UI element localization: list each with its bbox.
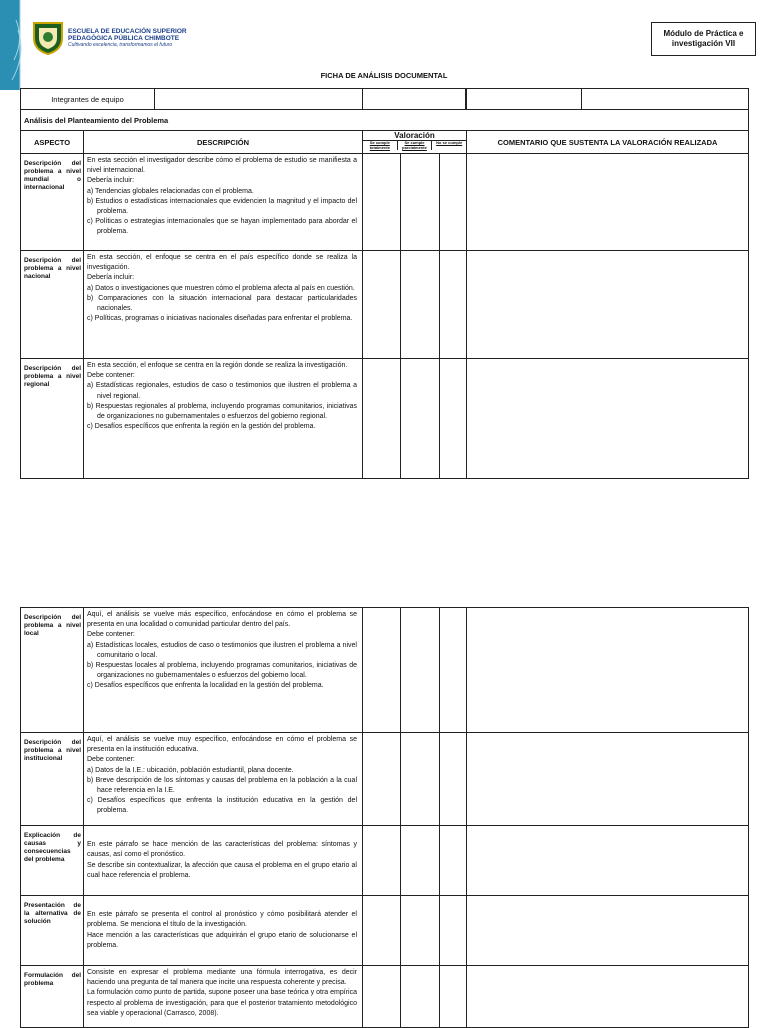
description-cell [84,251,363,359]
val-partial-label: Se cumple parcialmente [397,141,433,150]
description-cell [84,608,363,733]
module-line2: investigación VII [671,39,736,48]
aspect-cell: Formulación del problema [21,966,84,1028]
col-aspect: ASPECTO [21,131,84,154]
val-none-cell[interactable] [440,608,467,733]
description-item: c) Desafíos específicos que enfrenta la localidad en la gestión del problema. [87,682,324,690]
val-total-label: Se cumple totalmente [369,140,390,150]
team-row [21,89,749,110]
description-cell [84,896,363,966]
analysis-table-page2 [20,607,749,1028]
description-item: a) Datos de la I.E.: ubicación, población estudiantil, plana docente. [87,766,294,774]
comment-cell[interactable] [467,826,749,896]
comment-cell[interactable] [467,966,749,1028]
description-lead: Debe contener: [87,372,135,380]
val-none-cell[interactable] [440,826,467,896]
description-cell [84,359,363,479]
val-none-cell[interactable] [440,896,467,966]
description-cell [84,733,363,826]
comment-cell[interactable] [467,359,749,479]
val-total-cell[interactable] [363,359,401,479]
val-none-cell[interactable] [440,733,467,826]
val-partial-cell[interactable] [401,608,440,733]
description-list [87,766,357,817]
aspect-cell: Presentación de la alternativa de solución [21,896,84,966]
description-lead: La formulación como punto de partida, supone poseer una base teórica y otra empírica respecto al problema de investigación, para que el posterior tratamiento metodológico sea viable y operacional (Carrasco, 2008). [87,989,357,1017]
description-item: a) Datos o investigaciones que muestren cómo el problema afecta al país en cuestión. [87,284,355,292]
description-item: b) Comparaciones con la situación internacional para destacar particularidades nacionales. [87,294,357,313]
val-none-cell[interactable] [440,154,467,251]
table-row [21,966,749,1028]
col-valoracion [363,131,467,154]
school-name-line1: ESCUELA DE EDUCACIÓN SUPERIOR [68,28,187,35]
team-member-cell[interactable] [582,89,748,109]
col-description: DESCRIPCIÓN [84,131,363,154]
description-intro: Aquí, el análisis se vuelve más específico, enfocándose en cómo el problema se presenta en una localidad o comunidad particular dentro del país. [87,611,357,629]
description-cell [84,966,363,1028]
team-member-cell[interactable] [467,89,582,109]
description-intro: Consiste en expresar el problema mediante una fórmula interrogativa, es decir haciendo una pregunta de tal manera que incite una respuesta coherente y precisa. [87,969,357,987]
description-item: b) Estudios o estadísticas internacionales que evidencien la magnitud y el impacto del problema. [87,197,357,216]
school-name-line2: PEDAGÓGICA PÚBLICA CHIMBOTE [68,35,180,42]
comment-cell[interactable] [467,608,749,733]
val-partial-cell[interactable] [401,154,440,251]
val-partial-cell[interactable] [401,826,440,896]
table-row [21,826,749,896]
val-total-cell[interactable] [363,896,401,966]
description-item: a) Estadísticas regionales, estudios de caso o testimonios que ilustren el problema a nivel regional. [87,382,357,400]
table-row [21,733,749,826]
module-line1: Módulo de Práctica e [663,29,744,38]
team-member-cell[interactable] [155,89,362,109]
table-row [21,608,749,733]
val-total-cell[interactable] [363,966,401,1028]
module-box [651,22,756,56]
section-title: Análisis del Planteamiento del Problema [21,110,749,131]
aspect-cell: Explicación de causas y consecuencias del problema [21,826,84,896]
school-name [68,28,187,42]
val-partial-cell[interactable] [401,251,440,359]
school-logo [32,20,187,56]
analysis-table-page1 [20,88,749,479]
description-lead: Debe contener: [87,631,135,639]
description-intro: En esta sección, el enfoque se centra en la región donde se realiza la investigación. [87,362,348,369]
table-header-row [21,131,749,154]
aspect-cell: Descripción del problema a nivel mundial o internacional [21,154,84,251]
val-total-cell[interactable] [363,826,401,896]
val-total-cell[interactable] [363,608,401,733]
description-item: c) Desafíos específicos que enfrenta la institución educativa en la gestión del problema. [87,797,357,815]
valoracion-label: Valoración [363,131,466,141]
description-lead: Debería incluir: [87,177,135,185]
description-lead: Debe contener: [87,756,135,764]
table-row [21,896,749,966]
description-lead: Debería incluir: [87,274,135,282]
val-partial-cell[interactable] [401,966,440,1028]
description-intro: En esta sección, el enfoque se centra en el país específico donde se realiza la investigación. [87,254,357,272]
val-partial-cell[interactable] [401,359,440,479]
aspect-cell: Descripción del problema a nivel nacional [21,251,84,359]
description-item: b) Breve descripción de los síntomas y causas del problema en la población a la cual hace referencia en la I.E. [87,776,357,795]
aspect-cell: Descripción del problema a nivel regional [21,359,84,479]
description-item: b) Respuestas locales al problema, incluyendo programas comunitarios, iniciativas de organizaciones no gubernamentales o esfuerzos del gobierno local. [87,662,357,680]
val-partial-cell[interactable] [401,733,440,826]
description-item: c) Desafíos específicos que enfrenta la región en la gestión del problema. [87,423,316,431]
description-cell [84,826,363,896]
val-none-cell[interactable] [440,966,467,1028]
aspect-cell: Descripción del problema a nivel local [21,608,84,733]
val-total-cell[interactable] [363,154,401,251]
val-total-cell[interactable] [363,733,401,826]
table-row [21,359,749,479]
description-intro: En esta sección el investigador describe cómo el problema de estudio se manifiesta a nivel internacional. [87,157,357,175]
comment-cell[interactable] [467,733,749,826]
comment-cell[interactable] [467,251,749,359]
description-list [87,381,357,432]
document-title: FICHA DE ANÁLISIS DOCUMENTAL [320,71,448,80]
description-lead: Se describe sin contextualizar, la afección que causa el problema en el grupo etario al cual hace referencia el problema. [87,861,357,879]
description-lead: Hace mención a las características que adquirirán el grupo etario de solucionarse el problema. [87,931,357,949]
description-item: c) Políticas, programas o iniciativas nacionales diseñadas para enfrentar el problema. [87,315,353,323]
aspect-cell: Descripción del problema a nivel institucional [21,733,84,826]
val-partial-cell[interactable] [401,896,440,966]
val-none-cell[interactable] [440,359,467,479]
description-item: a) Estadísticas locales, estudios de caso o testimonios que ilustren el problema a nivel comunitario o local. [87,641,357,659]
description-list [87,284,357,325]
description-list [87,641,357,692]
table-row [21,251,749,359]
val-total-cell[interactable] [363,251,401,359]
description-cell [84,154,363,251]
comment-cell[interactable] [467,154,749,251]
val-none-cell[interactable] [440,251,467,359]
description-item: a) Tendencias globales relacionadas con el problema. [87,187,254,195]
description-intro: En este párrafo se presenta el control al pronóstico y cómo posibilitará atender el problema. Se menciona el título de la investigación. [87,911,357,929]
description-item: b) Respuestas regionales al problema, incluyendo programas comunitarios, iniciativas de organizaciones no gubernamentales o esfuerzos del gobierno regional. [87,402,357,421]
val-none-label: No se cumple [436,140,463,145]
description-list [87,187,357,238]
table-row [21,154,749,251]
school-motto: Cultivando excelencia, transformamos el futuro [68,42,173,48]
col-comment: COMENTARIO QUE SUSTENTA LA VALORACIÓN REALIZADA [467,131,749,154]
comment-cell[interactable] [467,896,749,966]
description-intro: En este párrafo se hace mención de las características del problema: síntomas y causas, así como el pronóstico. [87,841,357,859]
description-item: c) Políticas o estrategias internacionales que se hayan implementado para abordar el problema. [87,218,357,236]
school-shield-icon [32,20,64,56]
team-member-cell[interactable] [363,89,466,109]
description-intro: Aquí, el análisis se vuelve muy específico, enfocándose en cómo el problema se presenta en la institución educativa. [87,736,357,754]
team-label: Integrantes de equipo [21,89,155,109]
